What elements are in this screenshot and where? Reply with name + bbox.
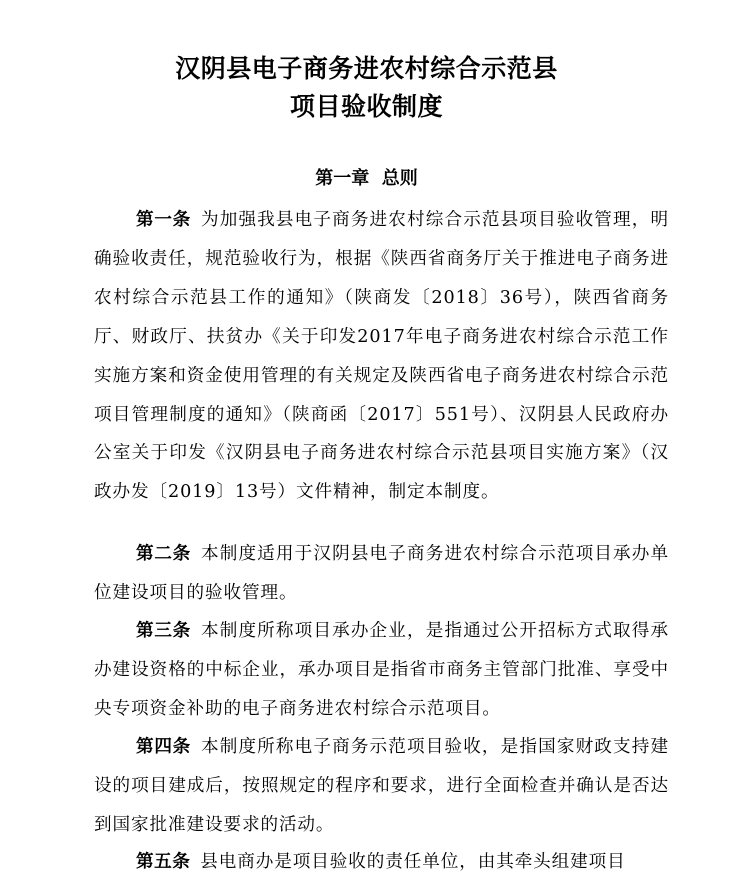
document-title-line-1: 汉阴县电子商务进农村综合示范县 [175, 54, 558, 83]
article-1-label: 第一条 [136, 210, 191, 230]
article-2-label: 第二条 [136, 544, 191, 564]
article-2 [94, 535, 669, 613]
article-5 [94, 843, 669, 882]
article-5-text: 县电商办是项目验收的责任单位，由其牵头组建项目 [200, 852, 626, 872]
article-3-label: 第三条 [136, 621, 191, 641]
article-4-label: 第四条 [136, 737, 191, 757]
article-2-text: 本制度适用于汉阴县电子商务进农村综合示范项目承办单位建设项目的验收管理。 [94, 544, 669, 603]
chapter-heading: 第一章 总则 [315, 168, 418, 189]
document-title-line-2: 项目验收制度 [289, 92, 443, 121]
article-4 [94, 728, 669, 845]
article-3-text: 本制度所称项目承办企业，是指通过公开招标方式取得承办建设资格的中标企业，承办项目是指省市商务主管部门批准、享受中央专项资金补助的电子商务进农村综合示范项目。 [94, 621, 669, 719]
article-1 [94, 201, 669, 512]
article-5-label: 第五条 [136, 852, 191, 872]
article-4-text: 本制度所称电子商务示范项目验收，是指国家财政支持建设的项目建成后，按照规定的程序和要求，进行全面检查并确认是否达到国家批准建设要求的活动。 [94, 737, 669, 835]
article-1-text: 为加强我县电子商务进农村综合示范县项目验收管理，明确验收责任，规范验收行为，根据《陕西省商务厅关于推进电子商务进农村综合示范县工作的通知》（陕商发〔2018〕36号），陕西省商务厅、财政厅、扶贫办《关于印发2017年电子商务进农村综合示范工作实施方案和资金使用管理的有关规定及陕西省电子商务进农村综合示范项目管理制度的通知》（陕商函〔2017〕551号）、汉阴县人民政府办公室关于印发《汉阴县电子商务进农村综合示范县项目实施方案》（汉政办发〔2019〕13号）文件精神，制定本制度。 [94, 210, 669, 503]
article-3 [94, 612, 669, 729]
